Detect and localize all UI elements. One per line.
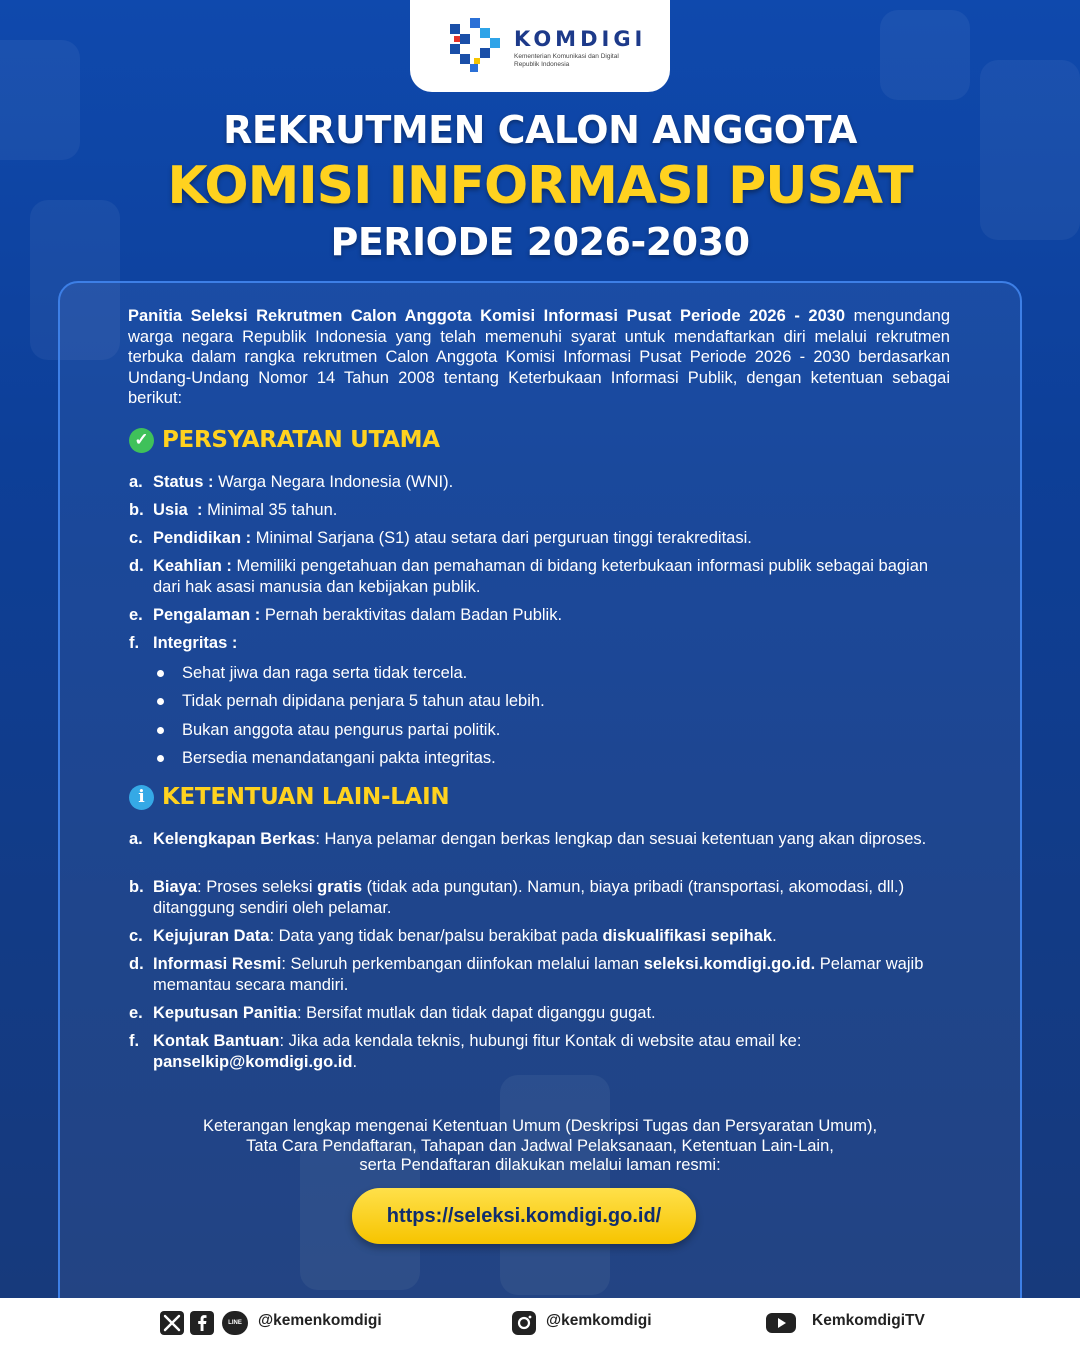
bullet-dot [157,670,164,677]
intro-bold: Panitia Seleksi Rekrutmen Calon Anggota Komisi Informasi Pusat Periode 2026 - 2030 [128,307,846,325]
footnote-line3: serta Pendaftaran dilakukan melalui laman resmi: [359,1156,721,1174]
item-bold-text: gratis [317,878,363,896]
komdigi-logo-icon [446,14,508,76]
bullet-dot [157,755,164,762]
item-label: Kontak Bantuan [153,1032,280,1050]
item-label: Kejujuran Data [153,927,270,945]
section1-title-text: PERSYARATAN UTAMA [162,427,440,453]
item-text: Minimal Sarjana (S1) atau setara dari perguruan tinggi terakreditasi. [251,529,752,547]
item-label: Biaya [153,878,198,896]
requirement-item-d [129,556,959,600]
item-letter: f. [129,1032,140,1050]
item-letter: a. [129,473,143,491]
section-title-persyaratan [129,425,440,455]
provision-item-b [129,877,959,921]
provision-item-a [129,829,959,873]
item-label: Keahlian : [153,557,232,575]
item-text: . [772,927,777,945]
footer [0,1298,1080,1350]
youtube-icon[interactable] [766,1311,796,1335]
item-letter: a. [129,830,143,848]
item-letter: c. [129,529,143,547]
item-label: Pengalaman : [153,606,261,624]
item-text: Minimal 35 tahun. [202,501,338,519]
brand-subtitle-line1: Kementerian Komunikasi dan Digital [514,53,619,60]
item-label: Usia : [153,501,203,519]
handle-kemkomdigi[interactable]: @kemkomdigi [546,1312,652,1329]
item-letter: b. [129,501,144,519]
bullet-text: Sehat jiwa dan raga serta tidak tercela. [182,664,468,682]
brand-name: KOMDIGI [514,27,647,51]
provision-item-c [129,926,959,948]
bullet-text: Bersedia menandatangani pakta integritas. [182,749,496,767]
item-letter: b. [129,878,144,896]
section2-title-text: KETENTUAN LAIN-LAIN [162,784,450,810]
title-line1: REKRUTMEN CALON ANGGOTA [223,108,857,152]
bullet-text: Bukan anggota atau pengurus partai politik. [182,721,501,739]
provision-item-f [129,1031,959,1075]
item-label: Pendidikan : [153,529,252,547]
item-text: (tidak ada pungutan). Namun, biaya pribadi (transportasi, akomodasi, dll.) ditanggung sendiri oleh pelamar. [153,878,905,917]
intro-paragraph [128,306,950,409]
item-label: Keputusan Panitia [153,1004,297,1022]
item-label: Informasi Resmi [153,955,282,973]
logo-box [410,0,670,92]
item-text: : Jika ada kendala teknis, hubungi fitur Kontak di website atau email ke: [279,1032,802,1050]
brand-subtitle-line2: Republik Indonesia [514,60,570,68]
intro-text: mengundang warga negara Republik Indonesia yang telah memenuhi syarat untuk mendaftarkan diri melalui rekrutmen terbuka dalam rangka rekrutmen Calon Anggota Komisi Informasi Pusat Periode 2026 - 2030 berdasarkan Undang-Undang Nomor 14 Tahun 2008 tentang Keterbukaan Informasi Publik, dengan ketentuan sebagai berikut: [128,307,951,407]
item-letter: d. [129,955,144,973]
bullet-dot [157,698,164,705]
item-letter: e. [129,606,143,624]
facebook-icon[interactable] [190,1311,214,1335]
item-label: Integritas : [153,634,238,652]
check-circle-icon: ✓ [129,428,154,453]
requirement-item-a [129,472,959,494]
item-text: Pernah beraktivitas dalam Badan Publik. [260,606,563,624]
item-letter: c. [129,927,143,945]
item-text: : Hanya pelamar dengan berkas lengkap dan sesuai ketentuan yang akan diproses. [315,830,927,848]
line-icon[interactable]: LINE [222,1311,248,1335]
footnote-line2: Tata Cara Pendaftaran, Tahapan dan Jadwal Pelaksanaan, Ketentuan Lain-Lain, [246,1136,834,1155]
bullet-dot [157,727,164,734]
item-letter: f. [129,634,140,652]
info-circle-icon: i [129,785,154,810]
item-letter: d. [129,557,144,575]
requirement-item-c [129,528,959,550]
item-letter: e. [129,1004,143,1022]
requirement-item-e [129,605,959,627]
item-text: Memiliki pengetahuan dan pemahaman di bidang keterbukaan informasi publik sebagai bagian dari hak asasi manusia dan kebijakan publik. [153,557,929,596]
item-text: Warga Negara Indonesia (WNI). [213,473,454,491]
provision-item-d [129,954,959,998]
item-text: : Data yang tidak benar/palsu berakibat pada [269,927,603,945]
requirement-item-b [129,500,959,522]
item-text: : Proses seleksi [197,878,318,896]
item-bold-text: seleksi.komdigi.go.id. [643,955,816,973]
handle-kemkomdigitv[interactable]: KemkomdigiTV [812,1312,925,1329]
item-text: : Seluruh perkembangan diinfokan melalui laman [281,955,644,973]
section-title-ketentuan [129,782,449,812]
decor-square [880,10,970,100]
title-line3: PERIODE 2026-2030 [330,220,750,264]
x-twitter-icon[interactable] [160,1311,184,1335]
item-text: : Bersifat mutlak dan tidak dapat diganggu gugat. [296,1004,656,1022]
provision-item-e [129,1003,959,1025]
item-bold-text: diskualifikasi sepihak [602,927,773,945]
footnote [140,1117,940,1176]
handle-kemenkomdigi[interactable]: @kemenkomdigi [258,1312,382,1329]
item-text: Pelamar wajib memantau secara mandiri. [153,955,924,994]
footnote-line1: Keterangan lengkap mengenai Ketentuan Umum (Deskripsi Tugas dan Persyaratan Umum), [202,1117,878,1135]
requirement-item-f [129,633,959,655]
website-url-button[interactable]: https://seleksi.komdigi.go.id/ [352,1188,696,1244]
title-line2: KOMISI INFORMASI PUSAT [167,156,913,216]
instagram-icon[interactable] [512,1311,536,1335]
brand-subtitle [514,53,654,68]
item-label: Status : [153,473,214,491]
item-text: . [352,1052,358,1071]
item-label: Kelengkapan Berkas [153,830,316,848]
contact-email[interactable]: panselkip@komdigi.go.id [153,1052,353,1071]
bullet-text: Tidak pernah dipidana penjara 5 tahun atau lebih. [182,692,545,710]
